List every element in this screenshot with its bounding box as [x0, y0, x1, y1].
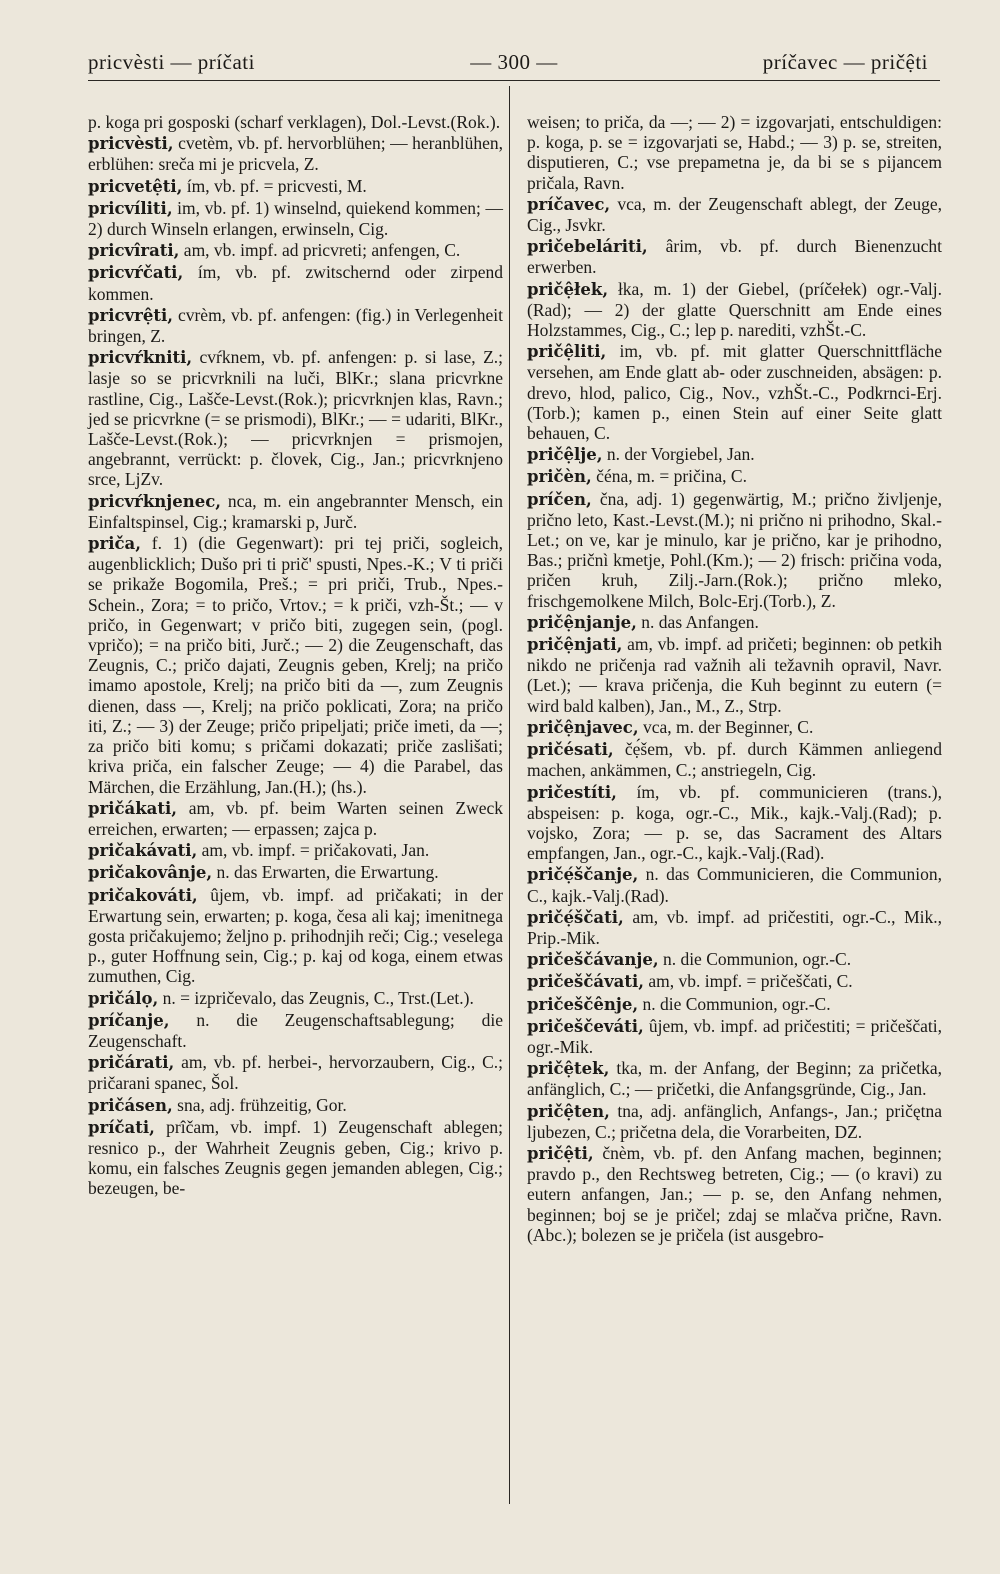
entry-headword: príčavec,: [527, 194, 611, 214]
dictionary-entry: [527, 236, 942, 277]
entry-definition: am, vb. pf. herbei-, hervorzaubern, Cig., C.; pričarani spanec, Šol.: [88, 1052, 503, 1094]
entry-definition: ûjem, vb. impf. ad pričestiti; = pričeščati, ogr.-Mik.: [527, 1015, 942, 1057]
entry-definition: cvrèm, vb. pf. anfengen: (fig.) in Verlegenheit bringen, Z.: [88, 304, 503, 347]
dictionary-entry: [88, 347, 503, 489]
column-divider: [509, 86, 510, 1504]
entry-definition: čna, adj. 1) gegenwärtig, M.; prično življenje, prično leto, Kast.-Levst.(M.); ni prično ni prihodno, Skal.-Let.; on ve, kar je minulo, kar je prično, kar je prihodno, Bas.; pričnì kmetje, Pohl.(Km.); — 2) frisch: pričina voda, pričen kruh, Zilj.-Jarn.(Rok.); prično mleko, frischgemolkene Milch, Bolc-Erj.(Torb.), Z.: [527, 488, 942, 611]
entry-headword: pričeščeváti,: [527, 1016, 644, 1036]
entry-definition: cvetèm, vb. pf. hervorblühen; — heranblühen, erblühen: sreča mi je pricvela, Z.: [88, 133, 503, 175]
dictionary-entry: [88, 988, 503, 1009]
entry-definition: n. das Communicieren, die Communion, C., kajk.-Valj.(Rad).: [527, 864, 942, 906]
entry-headword: pričálọ,: [88, 988, 159, 1008]
entry-definition: n. der Vorgiebel, Jan.: [602, 444, 755, 465]
entry-definition: n. das Anfangen.: [636, 611, 759, 632]
entry-headword: pričệnjati,: [527, 635, 623, 655]
dictionary-entry: [527, 739, 942, 780]
entry-definition: ím, vb. pf. zwitschernd oder zirpend kommen.: [88, 262, 503, 304]
dictionary-entry: [88, 1117, 503, 1199]
entry-headword: pričệnjanje,: [527, 612, 637, 632]
entry-headword: pričésati,: [527, 740, 614, 760]
entry-headword: pricvrệti,: [88, 305, 173, 325]
entry-definition: p. koga pri gosposki (scharf verklagen), Dol.-Levst.(Rok.).: [88, 112, 501, 132]
entry-headword: pričệten,: [527, 1101, 610, 1121]
entry-headword: pričakávati,: [88, 841, 198, 861]
entry-definition: n. die Zeugenschaftsablegung; die Zeugenschaft.: [88, 1009, 503, 1051]
entry-definition: am, vb. impf. = pričeščati, C.: [643, 971, 853, 992]
entry-definition: ârim, vb. pf. durch Bienenzucht erwerben.: [527, 236, 942, 278]
dictionary-entry: [88, 1010, 503, 1051]
entry-definition: am, vb. impf. = pričakovati, Jan.: [197, 840, 430, 861]
dictionary-entry: [88, 198, 503, 239]
entry-headword: pričebeláriti,: [527, 237, 648, 257]
entry-headword: pricvŕkniti,: [88, 348, 193, 368]
entry-headword: pričeščênje,: [527, 994, 639, 1014]
entry-definition: nca, m. ein angebrannter Mensch, ein Einfaltspinsel, Cig.; kramarski p, Jurč.: [88, 490, 503, 532]
entry-headword: pričásen,: [88, 1095, 173, 1115]
dictionary-entry: [527, 971, 942, 992]
entry-definition: ím, vb. pf. communicieren (trans.), abspeisen: p. koga, ogr.-C., Mik., kajk.-Valj.(Rad); p. vojsko, Zora; — p. se, das Sacrament des Altars empfangen, Jan., ogr.-C., kajk.-Valj.(Rad).: [527, 781, 942, 864]
entry-headword: pričestíti,: [527, 782, 617, 802]
dictionary-entry: [527, 112, 942, 193]
header-right-guideword: príčavec — pričệti: [762, 50, 928, 74]
page-header: [88, 44, 940, 80]
dictionary-entry: [527, 994, 942, 1015]
entry-definition: sna, adj. frühzeitig, Gor.: [172, 1094, 347, 1115]
dictionary-entry: [88, 885, 503, 987]
entry-headword: pričệtek,: [527, 1059, 610, 1079]
header-rule: [88, 80, 940, 81]
entry-definition: am, vb. impf. ad pričestiti, ogr.-C., Mik., Prip.-Mik.: [527, 906, 942, 948]
dictionary-entry: [527, 717, 942, 738]
entry-definition: im, vb. pf. mit glatter Querschnittfläche versehen, am Ende glatt ab- oder zuschneiden, absägen: p. drevo, hlod, palico, Cig., Nov., vzhŠt.-C., Podkrnci-Erj.(Torb.); kamen p., einen Stein auf einer Seite glatt behauen, C.: [527, 341, 942, 444]
entry-definition: tna, adj. anfänglich, Anfangs-, Jan.; pričętna ljubezen, C.; pričetna dela, die Vorarbeiten, DZ.: [527, 1100, 942, 1142]
entry-definition: tka, m. der Anfang, der Beginn; za pričetka, anfänglich, C.; — pričetki, die Anfangsgründe, Cig., Jan.: [527, 1058, 942, 1100]
dictionary-entry: [88, 1052, 503, 1093]
entry-headword: príčen,: [527, 489, 592, 509]
dictionary-entry: [88, 840, 503, 861]
entry-definition: ûjem, vb. impf. ad pričakati; in der Erwartung sein, erwarten; p. koga, česa ali kaj; imenitnega gosta pričakujemo; željno p. prihodnjih reči; Cig.; veselega p., guter Hoffnung sein, Cig.; p. kaj od koga, einem etwas zumuthen, Cig.: [88, 884, 503, 987]
entry-headword: pricvŕčati,: [88, 263, 184, 283]
dictionary-entry: [527, 1058, 942, 1099]
entry-headword: priča,: [88, 534, 141, 554]
entry-definition: cvŕknem, vb. pf. anfengen: p. si lase, Z.; lasje so se pricvrknili na luči, BlKr.; slana pricvrkne rastline, Cig., Lašče-Levst.(Rok.); pricvrknjen klas, Ravn.; jed se pricvrkne (= se prismodi), BlKr.; — = udariti, BlKr., Lašče-Levst.(Rok.); — pricvrknjen = prismojen, angebrannt, verrückt: p. človek, Cig., Jan.; pricvrknjeno srce, LjZv.: [88, 347, 503, 490]
entry-headword: pričákati,: [88, 798, 177, 818]
entry-headword: pričeščávanje,: [527, 950, 659, 970]
entry-headword: pričakovânje,: [88, 863, 213, 883]
dictionary-entry: [527, 466, 942, 487]
entry-definition: am, vb. pf. beim Warten seinen Zweck erreichen, erwarten; — erpassen; zajca p.: [88, 797, 503, 839]
entry-definition: f. 1) (die Gegenwart): pri tej priči, sogleich, augenblicklich; Dušo pri ti prič' spusti, Npes.-K.; V ti priči se prikaže Bogomila, Preš.; = pri priči, Trub., Npes.-Schein., Zora; = to pričo, Vrtov.; = k priči, vzh-Št.; — v pričo, in Gegenwart; v pričo biti, zugegen sein, (pogl. vpričo); = na pričo biti, Jurč.; — 2) die Zeugenschaft, das Zeugnis, C.; pričo dajati, Zeugnis geben, Krelj; na pričo imamo apostole, Krelj; na pričo biti da —, zum Zeugnis dienen, dass —, Krelj; na pričo poklicati, Zora; na pričo iti, Z.; — 3) der Zeuge; pričo pripeljati; priče imeti, da —; za pričo biti komu; s pričami dokazati; priče zaslišati; kriva priča, ein falscher Zeuge; — 4) die Parabel, das Märchen, die Erzählung, Jan.(H.); (hs.).: [88, 533, 503, 797]
entry-headword: pričárati,: [88, 1053, 175, 1073]
dictionary-entry: [527, 612, 942, 633]
entry-headword: pričeščávati,: [527, 972, 644, 992]
entry-headword: pricvíliti,: [88, 198, 173, 218]
entry-headword: pričệłek,: [527, 279, 609, 299]
entry-headword: pricvîrati,: [88, 241, 180, 261]
dictionary-entry: [88, 112, 503, 132]
entry-definition: łka, m. 1) der Giebel, (príčełek) ogr.-Valj.(Rad); — 2) der glatte Querschnitt am Ende eines Holzstammes, Cig., C.; lep p. narediti, vzhŠt.-C.: [527, 278, 942, 341]
entry-headword: pričệti,: [527, 1143, 594, 1163]
dictionary-entry: [527, 1101, 942, 1142]
entry-definition: am, vb. impf. ad pricvreti; anfengen, C.: [179, 240, 461, 261]
dictionary-entry: [88, 133, 503, 174]
dictionary-entry: [527, 949, 942, 970]
entry-definition: weisen; to priča, da —; — 2) = izgovarjati, entschuldigen: p. koga, p. se = izgovarjati se, Habd.; — 3) p. se, streiten, disputieren, C.; vse prepametna je, da bi se s pijancem pričala, Ravn.: [527, 112, 942, 193]
entry-headword: príčanje,: [88, 1010, 170, 1030]
dictionary-entry: [527, 864, 942, 905]
dictionary-entry: [88, 240, 503, 261]
right-column: [527, 112, 942, 1246]
dictionary-entry: [88, 1095, 503, 1116]
entry-definition: čẹ́šem, vb. pf. durch Kämmen anliegend machen, ankämmen, C.; anstriegeln, Cig.: [527, 739, 942, 781]
entry-headword: pricvŕknjenec,: [88, 491, 222, 511]
dictionary-entry: [527, 489, 942, 611]
entry-headword: pričệlje,: [527, 445, 603, 465]
entry-headword: príčati,: [88, 1117, 155, 1137]
entry-definition: vca, m. der Beginner, C.: [638, 716, 814, 737]
entry-definition: vca, m. der Zeugenschaft ablegt, der Zeuge, Cig., Jsvkr.: [527, 193, 942, 236]
dictionary-entry: [527, 782, 942, 864]
entry-headword: pričẹ́ščanje,: [527, 865, 639, 885]
entry-definition: n. = izpričevalo, das Zeugnis, C., Trst.(Let.).: [158, 987, 474, 1008]
dictionary-entry: [527, 279, 942, 341]
entry-definition: čéna, m. = pričina, C.: [591, 466, 747, 487]
dictionary-entry: [527, 444, 942, 465]
entry-headword: pričệnjavec,: [527, 717, 639, 737]
entry-headword: pricvèsti,: [88, 134, 174, 154]
entry-headword: pričèn,: [527, 467, 592, 487]
dictionary-entry: [88, 491, 503, 532]
dictionary-entry: [88, 176, 503, 197]
dictionary-entry: [527, 907, 942, 948]
entry-definition: im, vb. pf. 1) winselnd, quiekend kommen; — 2) durch Winseln erlangen, erwinseln, Cig.: [88, 197, 503, 240]
dictionary-entry: [88, 798, 503, 839]
dictionary-entry: [527, 194, 942, 235]
entry-headword: pricvetệti,: [88, 176, 183, 196]
entry-definition: n. das Erwarten, die Erwartung.: [212, 862, 439, 883]
entry-headword: pričakováti,: [88, 885, 198, 905]
entry-definition: prîčam, vb. impf. 1) Zeugenschaft ablegen; resnico p., der Wahrheit Zeugnis geben, Cig.; krivo p. komu, ein falsches Zeugnis gegen jemanden ablegen, Cig.; bezeugen, be-: [88, 1116, 503, 1199]
page-number: — 300 —: [470, 50, 558, 74]
header-left-guideword: pricvèsti — príčati: [88, 50, 255, 74]
dictionary-entry: [527, 634, 942, 716]
entry-definition: am, vb. impf. ad pričeti; beginnen: ob petkih nikdo ne pričenja rad važnih ali težavnih opravil, Navr.(Let.); — krava pričenja, die Kuh beginnt zu eutern (= wird bald kalben), Jan., M., Z., Strp.: [527, 634, 942, 716]
left-column: [88, 112, 503, 1200]
dictionary-entry: [88, 533, 503, 797]
entry-headword: pričệliti,: [527, 342, 607, 362]
dictionary-entry: [527, 341, 942, 443]
entry-definition: čnèm, vb. pf. den Anfang machen, beginnen; pravdo p., den Rechtsweg betreten, Cig.; — (o kravi) zu eutern anfangen, Jan.; — p. se, den Anfang nehmen, beginnen; boj se je pričel; zdaj se mlačva prične, Ravn.(Abc.); bolezen se je pričela (ist ausgebro-: [527, 1142, 942, 1245]
entry-headword: pričẹ́ščati,: [527, 907, 624, 927]
dictionary-entry: [527, 1016, 942, 1057]
dictionary-entry: [88, 862, 503, 883]
entry-definition: n. die Communion, ogr.-C.: [658, 949, 852, 970]
entry-definition: ím, vb. pf. = pricvesti, M.: [182, 175, 367, 196]
dictionary-entry: [88, 262, 503, 303]
dictionary-entry: [527, 1143, 942, 1245]
dictionary-entry: [88, 305, 503, 346]
entry-definition: n. die Communion, ogr.-C.: [638, 993, 831, 1014]
